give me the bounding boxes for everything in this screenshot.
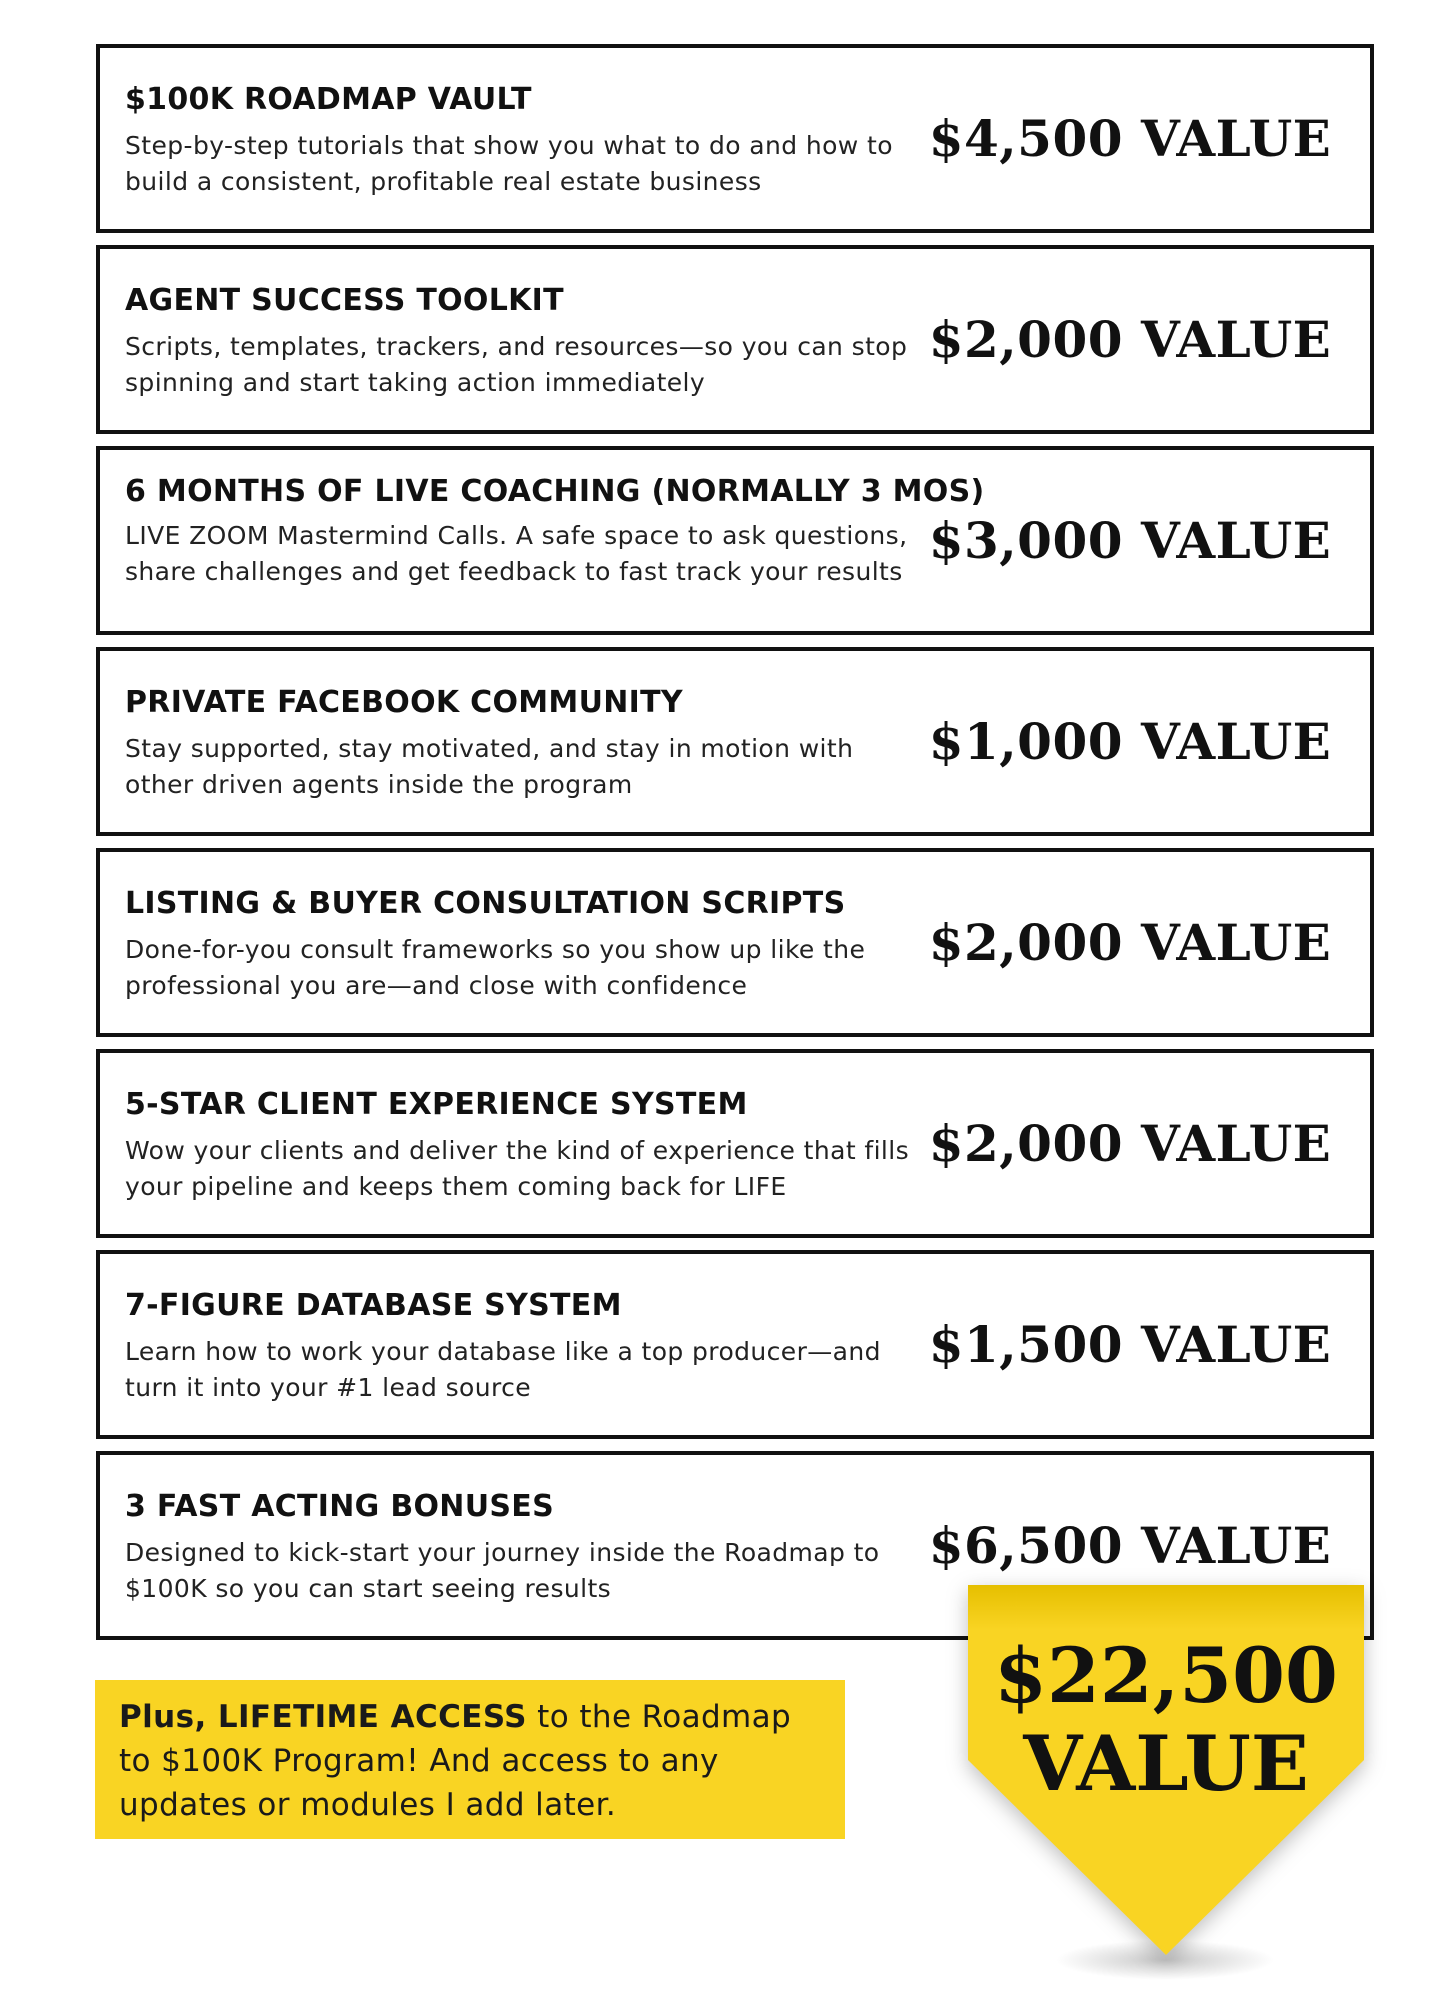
- card-value: $6,500 VALUE: [928, 1516, 1332, 1575]
- card-value: $4,500 VALUE: [928, 109, 1332, 168]
- offer-card-database-system: [96, 1250, 1374, 1439]
- total-value-text: [968, 1632, 1364, 1808]
- card-title: $100K ROADMAP VAULT: [125, 82, 532, 117]
- card-title: 3 FAST ACTING BONUSES: [125, 1489, 554, 1524]
- lifetime-access-lead: Plus, LIFETIME ACCESS: [119, 1699, 527, 1735]
- card-description: Learn how to work your database like a top producer—and turn it into your #1 lead source: [125, 1337, 881, 1402]
- card-value: $2,000 VALUE: [928, 1114, 1332, 1173]
- card-title: 7-FIGURE DATABASE SYSTEM: [125, 1288, 622, 1323]
- lifetime-access-callout: [95, 1680, 845, 1839]
- card-description: Designed to kick-start your journey inside the Roadmap to $100K so you can start seeing results: [125, 1538, 880, 1603]
- card-value: $1,000 VALUE: [928, 712, 1332, 771]
- total-value-amount: $22,500: [994, 1631, 1338, 1720]
- card-description: Step-by-step tutorials that show you what to do and how to build a consistent, profitable real estate business: [125, 131, 893, 196]
- offer-card-consultation-scripts: [96, 848, 1374, 1037]
- card-value: $3,000 VALUE: [928, 511, 1332, 570]
- card-description: Scripts, templates, trackers, and resources—so you can stop spinning and start taking action immediately: [125, 332, 908, 397]
- card-title: AGENT SUCCESS TOOLKIT: [125, 283, 564, 318]
- offer-card-facebook-community: [96, 647, 1374, 836]
- total-value-label: VALUE: [1023, 1719, 1309, 1808]
- lifetime-access-text: to the Roadmap to $100K Program! And access to any updates or modules I add later.: [119, 1699, 792, 1823]
- card-value: $1,500 VALUE: [928, 1315, 1332, 1374]
- card-value: $2,000 VALUE: [928, 310, 1332, 369]
- card-title: 6 MONTHS OF LIVE COACHING (NORMALLY 3 MOS): [125, 474, 985, 509]
- offer-card-live-coaching: [96, 446, 1374, 635]
- card-description: Done-for-you consult frameworks so you show up like the professional you are—and close with confidence: [125, 935, 866, 1000]
- offer-card-client-experience: [96, 1049, 1374, 1238]
- card-title: 5-STAR CLIENT EXPERIENCE SYSTEM: [125, 1087, 748, 1122]
- card-description: LIVE ZOOM Mastermind Calls. A safe space to ask questions, share challenges and get feedback to fast track your results: [125, 521, 908, 586]
- offer-card-roadmap-vault: [96, 44, 1374, 233]
- card-description: Stay supported, stay motivated, and stay in motion with other driven agents inside the program: [125, 734, 854, 799]
- card-description: Wow your clients and deliver the kind of experience that fills your pipeline and keeps them coming back for LIFE: [125, 1136, 910, 1201]
- card-title: LISTING & BUYER CONSULTATION SCRIPTS: [125, 886, 846, 921]
- card-title: PRIVATE FACEBOOK COMMUNITY: [125, 685, 683, 720]
- card-value: $2,000 VALUE: [928, 913, 1332, 972]
- offer-card-agent-toolkit: [96, 245, 1374, 434]
